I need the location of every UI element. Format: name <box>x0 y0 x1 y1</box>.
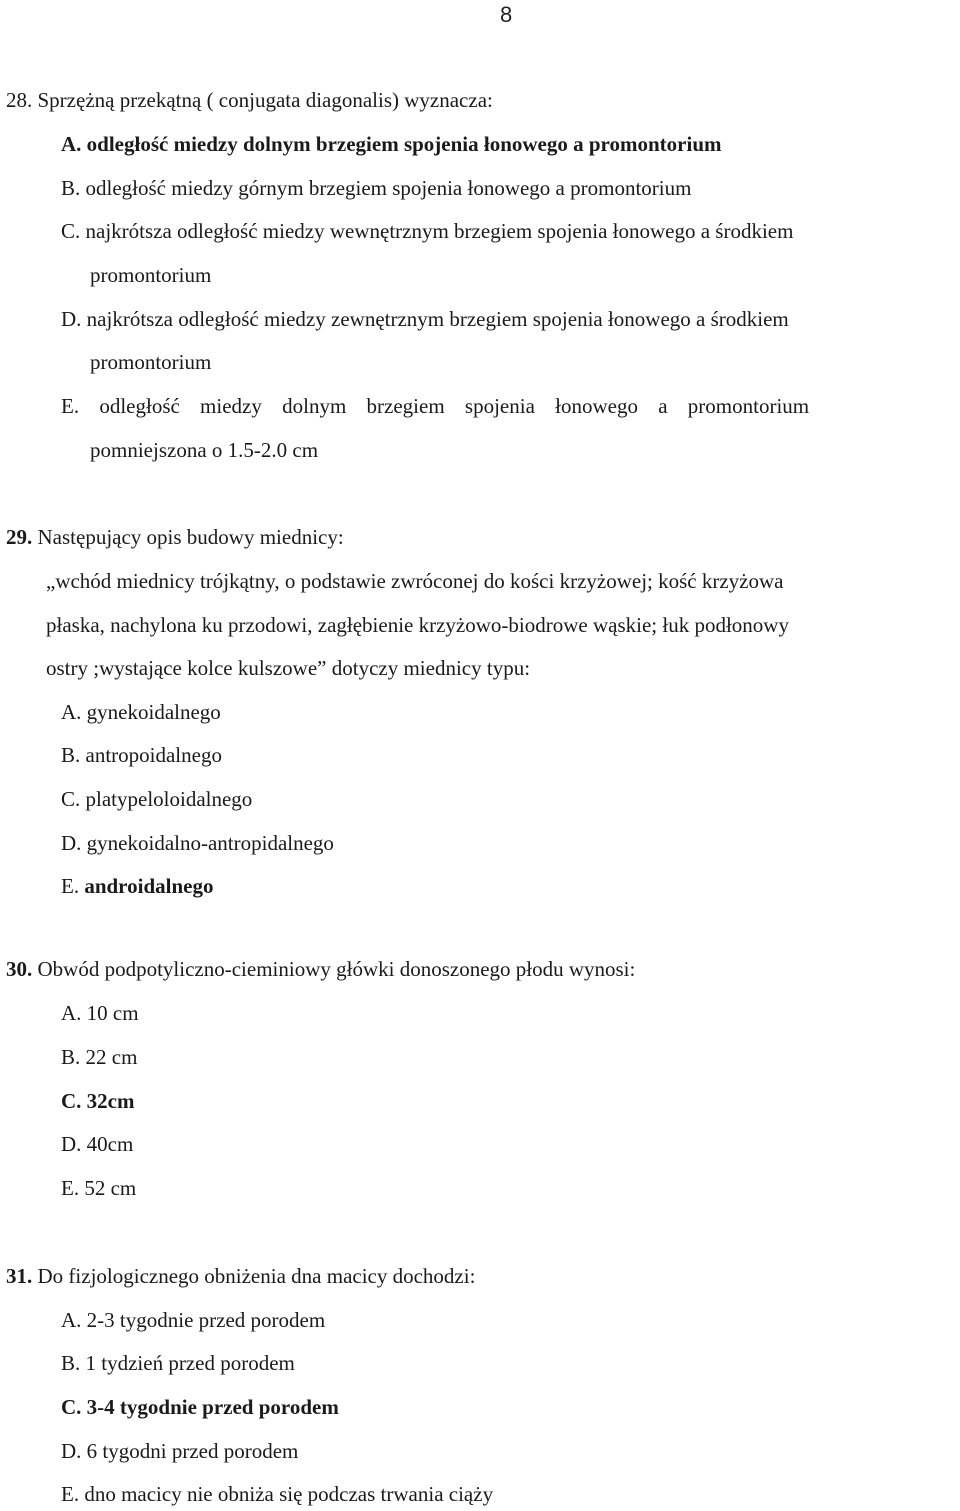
question-30-stem-line <box>6 955 635 983</box>
question-29-answer-a: A. gynekoidalnego <box>61 700 221 724</box>
question-30-answer-b: B. 22 cm <box>61 1045 138 1069</box>
question-30-number: 30. <box>6 957 33 981</box>
question-31-answer-b: B. 1 tydzień przed porodem <box>61 1351 295 1375</box>
question-29-answer-e <box>61 872 213 900</box>
question-29-answer-e-prefix: E. <box>61 874 85 898</box>
question-28-answer-c: C. najkrótsza odległość miedzy wewnętrznym brzegiem spojenia łonowego a środkiem <box>61 219 794 243</box>
question-29-answer-b: B. antropoidalnego <box>61 743 222 767</box>
question-28-stem: 28. Sprzężną przekątną ( conjugata diagonalis) wyznacza: <box>6 88 493 112</box>
question-31-answer-e: E. dno macicy nie obniża się podczas trwania ciąży <box>61 1482 494 1506</box>
question-28-answer-e: E. odległość miedzy dolnym brzegiem spojenia łonowego a promontorium <box>61 394 810 418</box>
question-29-number: 29. <box>6 525 33 549</box>
question-31-stem: Do fizjologicznego obniżenia dna macicy dochodzi: <box>32 1264 476 1288</box>
question-28-answer-c-cont: promontorium <box>90 263 212 287</box>
question-31-number: 31. <box>6 1264 33 1288</box>
question-29-desc-2: płaska, nachylona ku przodowi, zagłębienie krzyżowo-biodrowe wąskie; łuk podłonowy <box>46 613 789 637</box>
question-29-answer-d: D. gynekoidalno-antropidalnego <box>61 831 334 855</box>
question-30-answer-c: C. 32cm <box>61 1089 135 1113</box>
question-31-answer-c: C. 3-4 tygodnie przed porodem <box>61 1395 339 1419</box>
question-28-answer-b: B. odległość miedzy górnym brzegiem spojenia łonowego a promontorium <box>61 176 692 200</box>
question-30-answer-d: D. 40cm <box>61 1132 134 1156</box>
question-31-answer-d: D. 6 tygodni przed porodem <box>61 1439 299 1463</box>
question-28-answer-d-cont: promontorium <box>90 350 212 374</box>
page-number: 8 <box>500 2 513 27</box>
question-29-stem-line <box>6 523 344 551</box>
question-30-stem: Obwód podpotyliczno-cieminiowy główki donoszonego płodu wynosi: <box>32 957 636 981</box>
question-29-answer-c: C. platypeloloidalnego <box>61 787 253 811</box>
question-29-desc-3: ostry ;wystające kolce kulszowe” dotyczy miednicy typu: <box>46 656 531 680</box>
question-29-answer-e-correct: androidalnego <box>84 874 214 898</box>
question-31-stem-line <box>6 1262 475 1290</box>
question-28-answer-a: A. odległość miedzy dolnym brzegiem spojenia łonowego a promontorium <box>61 132 722 156</box>
question-30-answer-e: E. 52 cm <box>61 1176 137 1200</box>
question-31-answer-a: A. 2-3 tygodnie przed porodem <box>61 1308 326 1332</box>
question-28-answer-d: D. najkrótsza odległość miedzy zewnętrznym brzegiem spojenia łonowego a środkiem <box>61 307 789 331</box>
question-29-desc-1: „wchód miednicy trójkątny, o podstawie zwróconej do kości krzyżowej; kość krzyżowa <box>46 569 784 593</box>
question-30-answer-a: A. 10 cm <box>61 1001 139 1025</box>
question-28-answer-e-cont: pomniejszona o 1.5-2.0 cm <box>90 438 319 462</box>
question-29-stem: Następujący opis budowy miednicy: <box>32 525 344 549</box>
